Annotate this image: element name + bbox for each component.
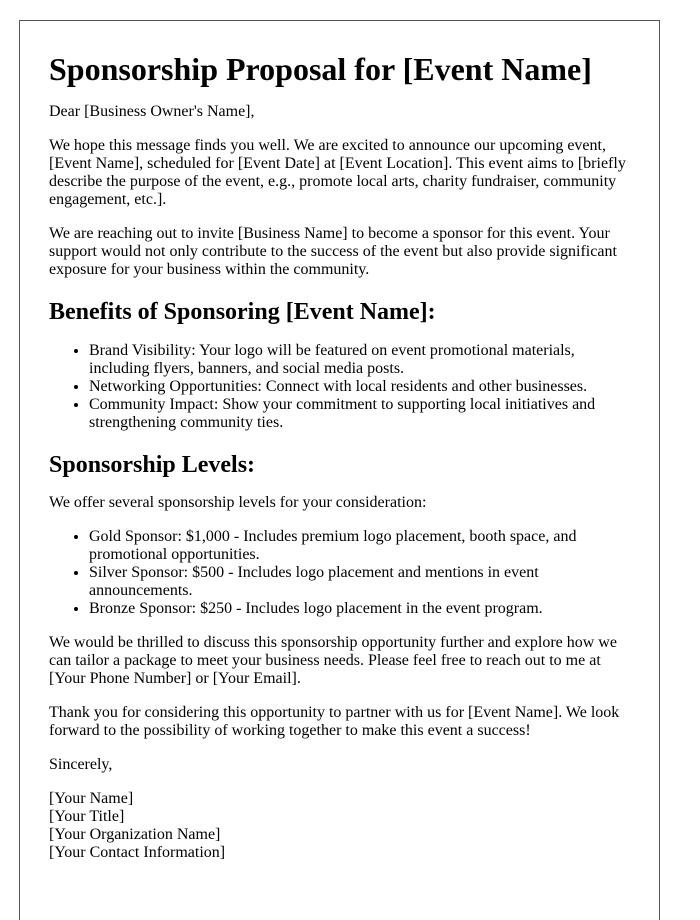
level-item: • Bronze Sponsor: $250 - Includes logo placement in the event program.: [89, 600, 630, 618]
signoff: Sincerely,: [49, 755, 113, 773]
signature-name: [Your Name]: [49, 789, 134, 807]
level-item: • Gold Sponsor: $1,000 - Includes premium logo placement, booth space, and promotional opportunities.: [89, 528, 630, 564]
benefit-item: • Brand Visibility: Your logo will be featured on event promotional materials, including flyers, banners, and social media posts.: [89, 342, 630, 378]
greeting: Dear [Business Owner's Name],: [49, 103, 255, 121]
closing-paragraph-2: Thank you for considering this opportunity to partner with us for [Event Name]. We look forward to the possibility of working together to make this event a success!: [49, 703, 620, 739]
signature-block: [49, 790, 630, 862]
letter-page: [19, 20, 660, 920]
intro-paragraph-2: We are reaching out to invite [Business Name] to become a sponsor for this event. Your support would not only contribute to the success of the event but also provide significant exposure for your business within the community.: [49, 225, 617, 279]
benefit-item: • Networking Opportunities: Connect with local residents and other businesses.: [89, 378, 630, 396]
intro-paragraph-1: We hope this message finds you well. We are excited to announce our upcoming event, [Event Name], scheduled for [Event Date] at [Event Location]. This event aims to [briefly describe the purpose of the event, e.g., promote local arts, charity fundraiser, community engagement, etc.].: [49, 137, 626, 209]
benefit-item: • Community Impact: Show your commitment to supporting local initiatives and strengthening community ties.: [89, 396, 630, 432]
levels-heading: Sponsorship Levels:: [49, 451, 256, 478]
benefits-list: [49, 342, 630, 432]
signature-organization: [Your Organization Name]: [49, 825, 221, 843]
signature-contact: [Your Contact Information]: [49, 843, 226, 861]
levels-list: [49, 528, 630, 618]
signature-title: [Your Title]: [49, 807, 125, 825]
benefits-heading: Benefits of Sponsoring [Event Name]:: [49, 299, 436, 326]
page-title: Sponsorship Proposal for [Event Name]: [49, 51, 592, 87]
level-item: • Silver Sponsor: $500 - Includes logo placement and mentions in event announcements.: [89, 564, 630, 600]
closing-paragraph-1: We would be thrilled to discuss this sponsorship opportunity further and explore how we can tailor a package to meet your business needs. Please feel free to reach out to me at [Your Phone Number] or [Your Email].: [49, 633, 617, 687]
levels-intro: We offer several sponsorship levels for your consideration:: [49, 493, 427, 511]
